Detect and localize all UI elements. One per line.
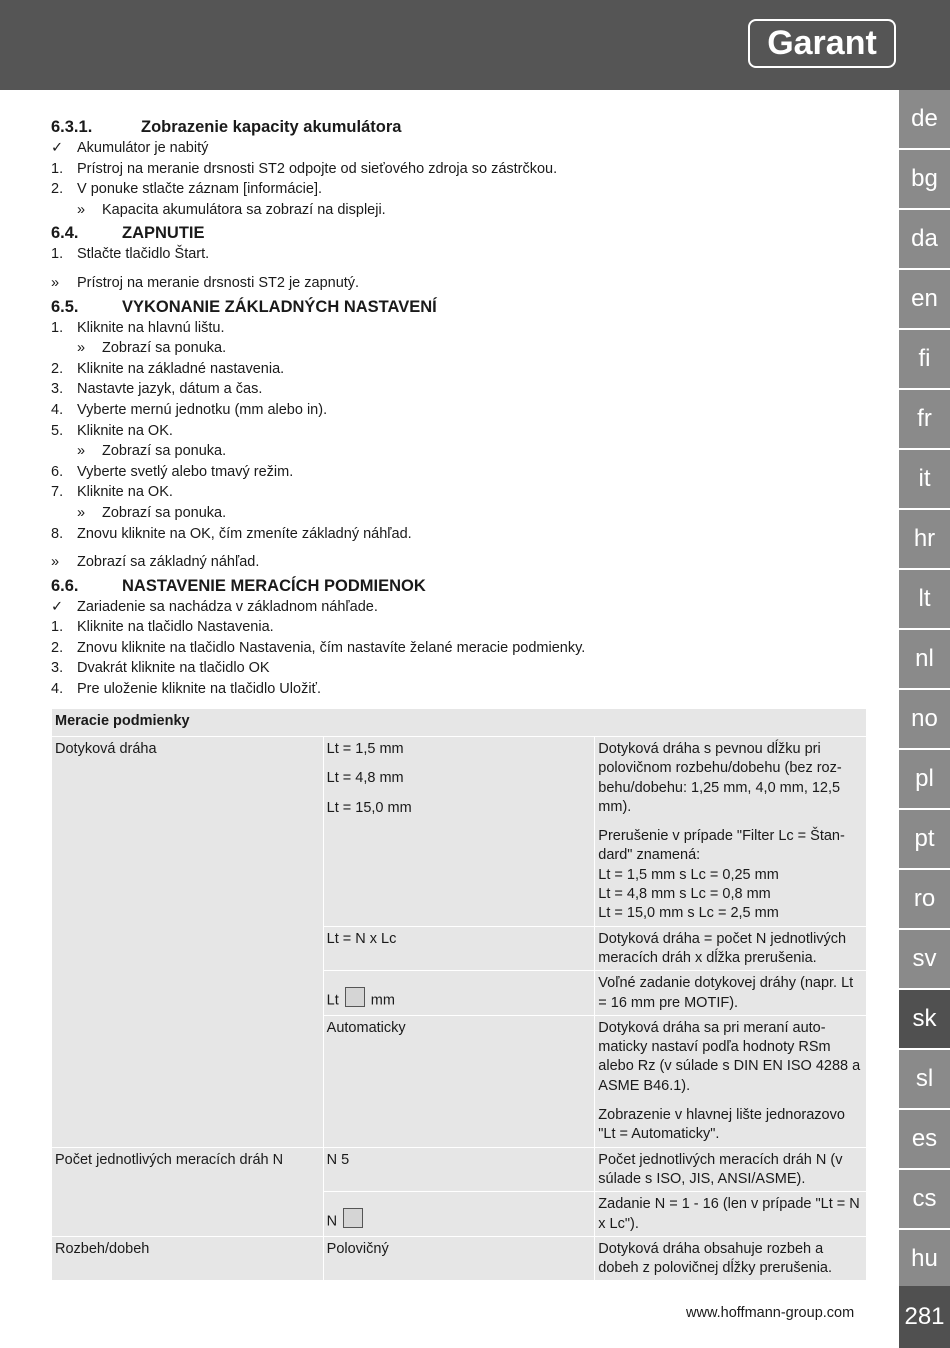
lang-tab-ro[interactable]: ro [899,870,950,928]
input-box-icon [345,987,365,1007]
main-content [51,114,871,700]
lang-tab-es[interactable]: es [899,1110,950,1168]
section-number: 6.4. [51,224,79,243]
result: » Zobrazí sa ponuka. [51,338,871,359]
lang-tab-nl[interactable]: nl [899,630,950,688]
step: 8. Znovu kliknite na OK, čím zmeníte základný náhľad. [51,525,412,542]
lang-tab-bg[interactable]: bg [899,150,950,208]
description-cell: Počet jednotlivých meracích dráh N (v súlade s ISO, JIS, ANSI/ASME). [595,1147,867,1192]
lang-tab-lt[interactable]: lt [899,570,950,628]
lang-tab-sv[interactable]: sv [899,930,950,988]
precondition: ✓ Zariadenie sa nachádza v základnom náhľade. [51,597,871,618]
result: » Kapacita akumulátora sa zobrazí na displeji. [51,200,871,221]
step: 4. Vyberte mernú jednotku (mm alebo in). [51,401,328,418]
garant-logo: Garant [748,19,896,68]
description-cell: Dotyková dráha sa pri meraní automaticky nastaví podľa hodnoty RSm alebo Rz (v súlade s DIN EN ISO 4288 a ASME B46.1). Zobrazenie v hlavnej lište jednorazovo "Lt = Automaticky". [595,1015,867,1147]
result: » Zobrazí sa základný náhľad. [51,552,871,573]
section-heading [51,296,871,318]
result-marker: » [51,274,60,291]
table-header: Meracie podmienky [52,709,867,737]
language-sidebar [899,90,950,1290]
step: 6. Vyberte svetlý alebo tmavý režim. [51,463,294,480]
description-cell: Dotyková dráha obsahuje rozbeh a dobeh z polovičnej dĺžky prerušenia. [595,1236,867,1281]
description-cell: Dotyková dráha = počet N jednotlivých meracích dráh x dĺžka prerušenia. [595,926,867,971]
section-heading [51,575,871,597]
step: 7. Kliknite na OK. [51,484,173,501]
step: 1. Kliknite na tlačidlo Nastavenia. [51,619,274,636]
value-cell: N 5 [323,1147,595,1192]
value-cell: Lt = 1,5 mm Lt = 4,8 mm Lt = 15,0 mm [323,737,595,927]
result-marker: » [77,201,86,218]
section-title: ZAPNUTIE [122,224,205,243]
result-marker: » [77,340,86,357]
check-icon: ✓ [51,140,64,156]
value-cell: Automaticky [323,1015,595,1147]
step: 2. Kliknite na základné nastavenia. [51,360,285,377]
description-cell: Voľné zadanie dotykovej dráhy (napr. Lt = 16 mm pre MOTIF). [595,971,867,1016]
section-number: 6.6. [51,576,79,595]
section-title: VYKONANIE ZÁKLADNÝCH NASTAVENÍ [122,297,437,316]
step: 1. Prístroj na meranie drsnosti ST2 odpojte od sieťového zdroja so zástrčkou. [51,160,558,177]
value-cell: Lt = N x Lc [323,926,595,971]
lang-tab-it[interactable]: it [899,450,950,508]
check-icon: ✓ [51,598,64,615]
step: 5. Kliknite na OK. [51,422,173,439]
lang-tab-fr[interactable]: fr [899,390,950,448]
result: » Zobrazí sa ponuka. [51,503,871,524]
step: 1. Stlačte tlačidlo Štart. [51,246,210,263]
lang-tab-pl[interactable]: pl [899,750,950,808]
page-number: 281 [899,1286,950,1348]
table-row [52,1147,867,1192]
lang-tab-cs[interactable]: cs [899,1170,950,1228]
step: 2. V ponuke stlačte záznam [informácie]. [51,181,323,198]
description-cell: Dotyková dráha s pevnou dĺžku pri polovičnom rozbehu/dobehu (bez rozbehu/dobehu: 1,25 mm, 4,0 mm, 12,5 mm). Prerušenie v prípade "Filter Lc = Štandard" znamená: Lt = 1,5 mm s Lc = 0,25 mm Lt = 4,8 mm s Lc = 0,8 mm Lt = 15,0 mm s Lc = 2,5 mm [595,737,867,927]
section-heading [51,222,871,244]
lang-tab-hr[interactable]: hr [899,510,950,568]
param-cell: Dotyková dráha [52,737,324,1148]
value-cell: Polovičný [323,1236,595,1281]
section-number: 6.3.1. [51,118,93,136]
step: 2. Znovu kliknite na tlačidlo Nastavenia, čím nastavíte želané meracie podmienky. [51,639,586,656]
lang-tab-pt[interactable]: pt [899,810,950,868]
lang-tab-hu[interactable]: hu [899,1230,950,1288]
table-row [52,1236,867,1281]
lang-tab-da[interactable]: da [899,210,950,268]
input-box-icon [343,1208,363,1228]
precondition: ✓ Akumulátor je nabitý [51,138,871,159]
measurement-conditions-table [51,708,867,1281]
lang-tab-fi[interactable]: fi [899,330,950,388]
step: 4. Pre uloženie kliknite na tlačidlo Uložiť. [51,681,322,698]
section-title: Zobrazenie kapacity akumulátora [141,118,402,136]
param-cell: Rozbeh/dobeh [52,1236,324,1281]
footer-url[interactable]: www.hoffmann-group.com [686,1305,855,1321]
section-heading [51,116,871,138]
value-cell: Lt mm [323,971,595,1016]
result: » Prístroj na meranie drsnosti ST2 je zapnutý. [51,273,871,294]
step: 3. Dvakrát kliknite na tlačidlo OK [51,660,270,677]
lang-tab-sl[interactable]: sl [899,1050,950,1108]
result-marker: » [77,443,86,460]
lang-tab-de[interactable]: de [899,90,950,148]
lang-tab-sk[interactable]: sk [899,990,950,1048]
step: 3. Nastavte jazyk, dátum a čas. [51,381,263,398]
value-cell: N [323,1192,595,1237]
lang-tab-en[interactable]: en [899,270,950,328]
table-row [52,737,867,927]
header-bar [0,0,950,90]
description-cell: Zadanie N = 1 - 16 (len v prípade "Lt = N x Lc"). [595,1192,867,1237]
section-number: 6.5. [51,297,79,316]
param-cell: Počet jednotlivých meracích dráh N [52,1147,324,1236]
section-title: NASTAVENIE MERACÍCH PODMIENOK [122,576,426,595]
step: 1. Kliknite na hlavnú lištu. [51,319,225,336]
lang-tab-no[interactable]: no [899,690,950,748]
result: » Zobrazí sa ponuka. [51,441,871,462]
result-marker: » [77,504,86,521]
result-marker: » [51,554,60,571]
